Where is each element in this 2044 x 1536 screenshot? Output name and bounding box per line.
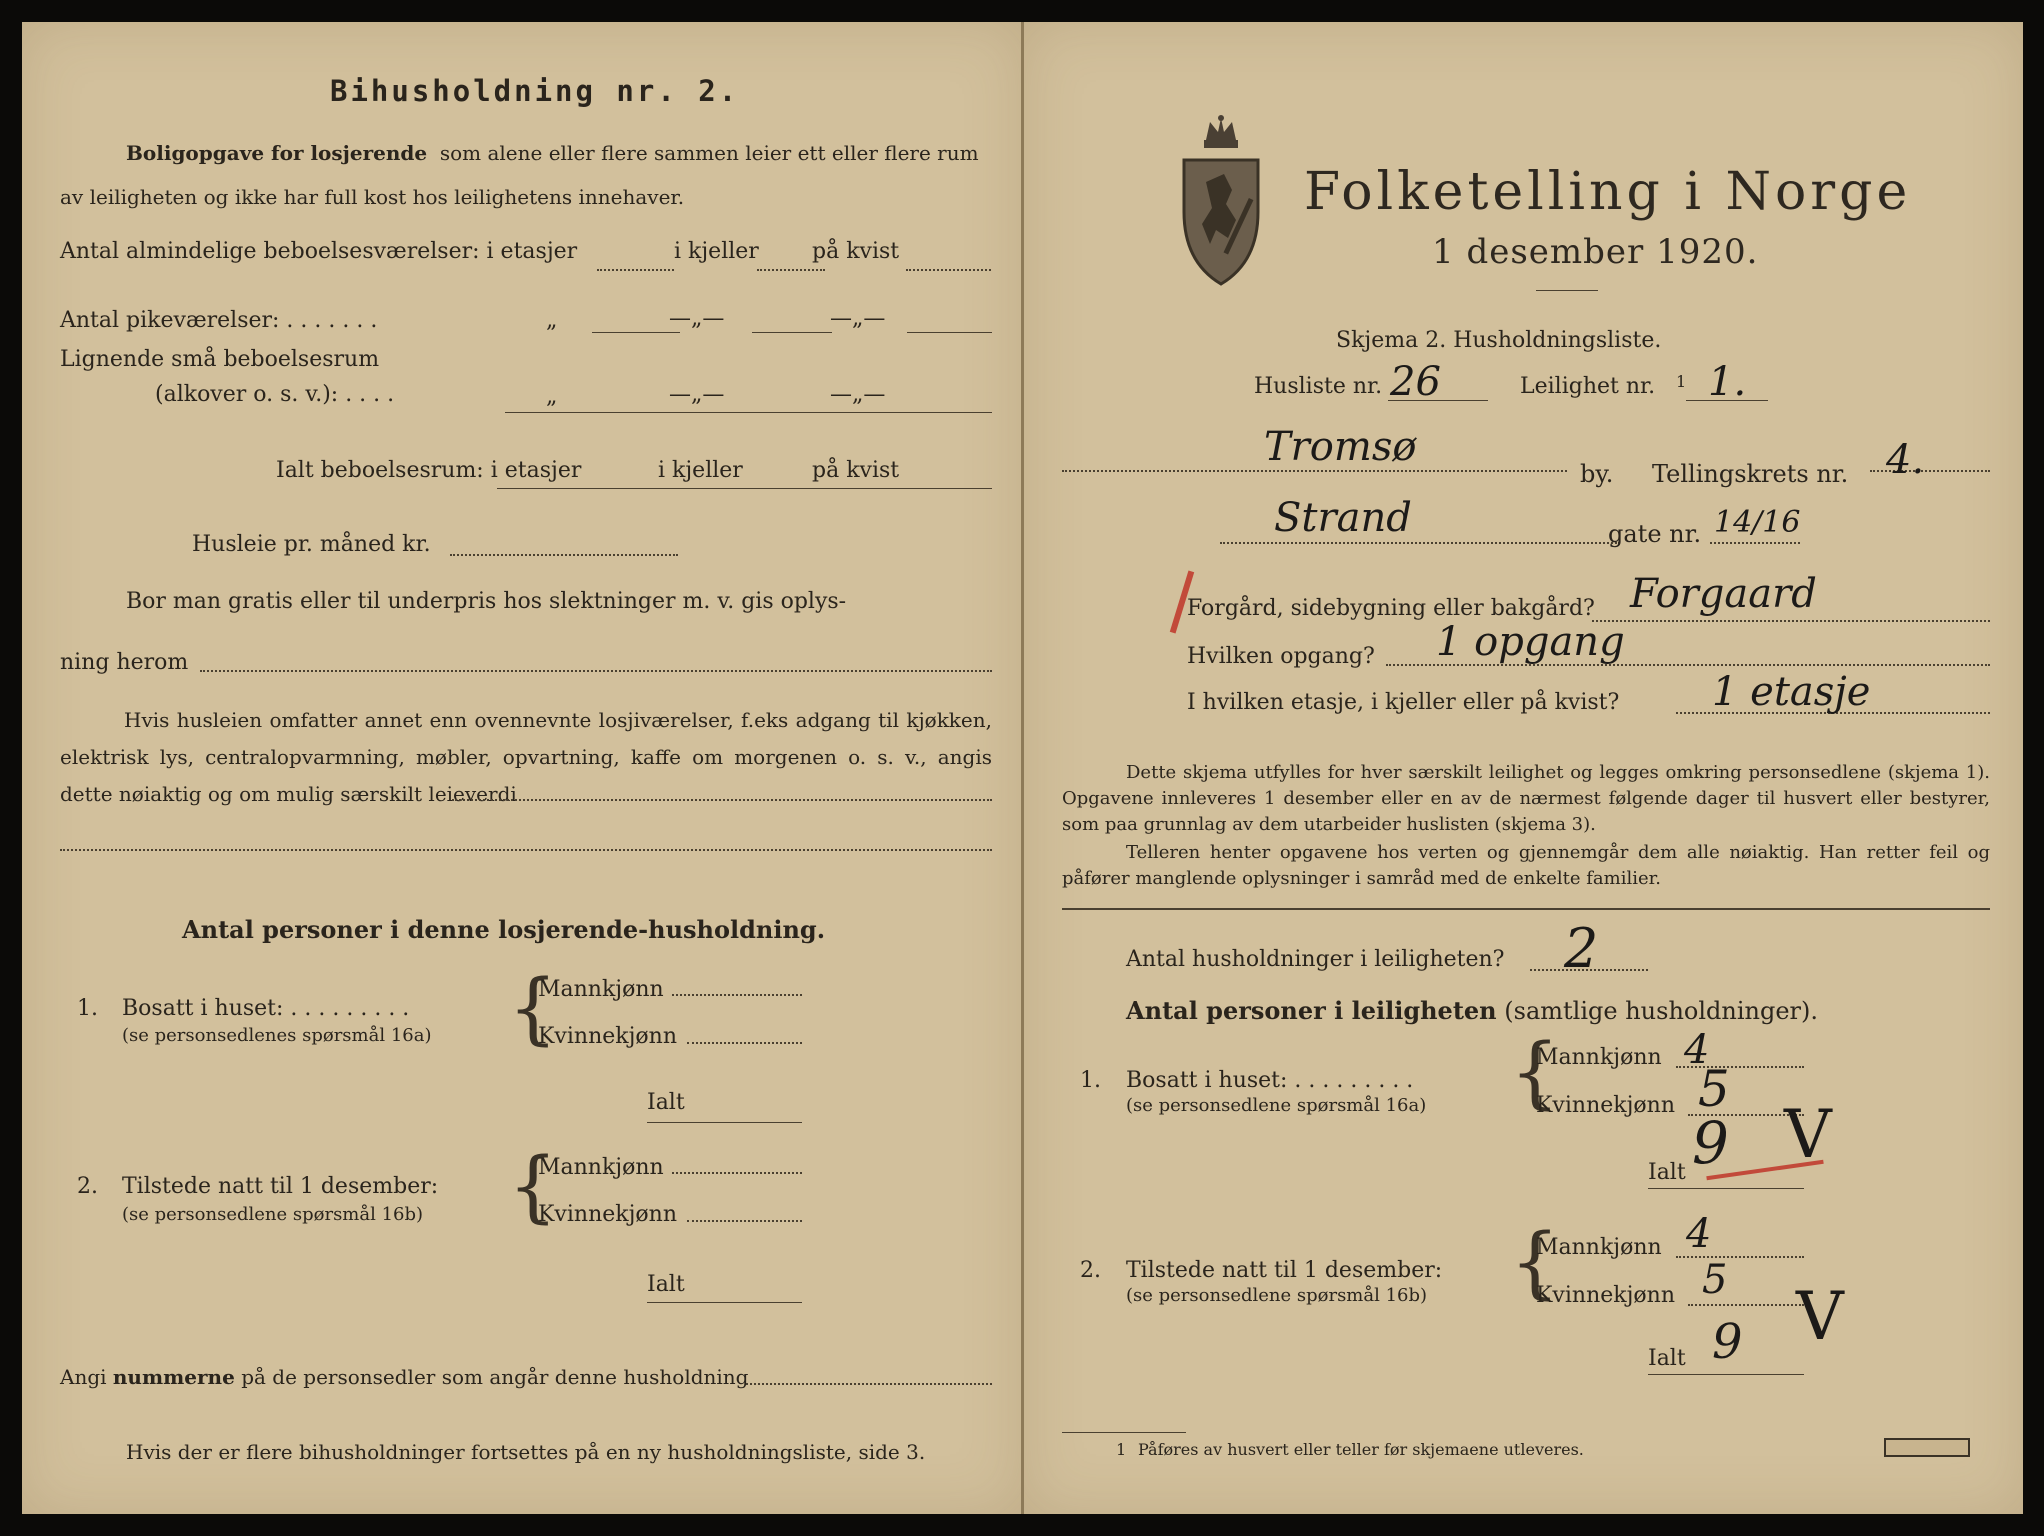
rent-label: Husleie pr. måned kr.: [192, 532, 431, 557]
alcoves-label: (alkover o. s. v.): . . . .: [155, 382, 395, 407]
krets-value: 4.: [1886, 437, 1925, 483]
left-footer: Hvis der er flere bihusholdninger fortsettes på en ny husholdningsliste, side 3.: [126, 1440, 926, 1464]
left-q2-female-label: Kvinnekjønn: [538, 1202, 677, 1227]
right-q1-male-label: Mannkjønn: [1536, 1045, 1662, 1070]
right-q2-check-mark: V: [1796, 1278, 1844, 1355]
total-rooms-label: Ialt beboelsesrum: i etasjer: [276, 458, 582, 483]
persons-heading-rest: (samtlige husholdninger).: [1504, 997, 1819, 1025]
gate-label: gate nr.: [1608, 520, 1702, 548]
left-q2-label: Tilstede natt til 1 desember:: [122, 1174, 439, 1199]
right-q2-total-label: Ialt: [1648, 1346, 1686, 1371]
left-q1-label: Bosatt i huset: . . . . . . . . .: [122, 996, 410, 1021]
intro-line-1: [126, 141, 979, 165]
etasje-label: I hvilken etasje, i kjeller eller på kvist?: [1187, 690, 1620, 715]
right-q2-brace: {: [1510, 1218, 1560, 1308]
rooms-basement-label: i kjeller: [674, 239, 759, 264]
right-q1-male-value: 4: [1684, 1027, 1710, 1073]
rent-details: Hvis husleien omfatter annet enn ovennevnte losjiværelser, f.eks adgang til kjøkken, elektrisk lys, centralopvarmning, møbler, opvartning, kaffe om morgenen o. s. v., angis dette nøiaktig og om mulig særskilt leieverdi: [60, 708, 992, 806]
free-text-line-2: ning herom: [60, 650, 189, 675]
instructions-paragraph-2: Telleren henter opgavene hos verten og gjennemgår dem alle nøiaktig. Han retter feil og påfører manglende oplysninger i samråd med de enkelte familier.: [1062, 842, 1990, 889]
right-q2-female-label: Kvinnekjønn: [1536, 1283, 1675, 1308]
printer-stamp: [1884, 1438, 1970, 1457]
forgard-value: Forgaard: [1630, 571, 1817, 617]
left-q2-male-label: Mannkjønn: [538, 1155, 664, 1180]
right-q1-female-label: Kvinnekjønn: [1536, 1093, 1675, 1118]
left-q1-number: 1.: [77, 996, 98, 1021]
left-q2-total-label: Ialt: [647, 1272, 685, 1297]
intro-line-2: av leiligheten og ikke har full kost hos leilighetens innehaver.: [60, 185, 685, 209]
free-text-line-1: Bor man gratis eller til underpris hos slektninger m. v. gis oplys-: [126, 589, 847, 614]
households-value: 2: [1564, 917, 1599, 980]
street-value: Strand: [1274, 495, 1412, 541]
leilighet-label: Leilighet nr.: [1520, 374, 1656, 399]
right-q1-number: 1.: [1080, 1068, 1101, 1093]
coat-of-arms-emblem: [1176, 112, 1266, 292]
left-persons-heading: Antal personer i denne losjerende-husholdning.: [182, 915, 826, 944]
households-label: Antal husholdninger i leiligheten?: [1126, 947, 1505, 972]
maid-rooms-ditto-2: —„—: [669, 306, 725, 331]
etasje-value: 1 etasje: [1712, 669, 1871, 715]
alcoves-ditto-2: —„—: [669, 382, 725, 407]
schema-label: Skjema 2. Husholdningsliste.: [1336, 328, 1662, 353]
right-q2-number: 2.: [1080, 1258, 1101, 1283]
city-value: Tromsø: [1264, 424, 1417, 470]
total-rooms-attic: på kvist: [812, 458, 900, 483]
maid-rooms-ditto-3: —„—: [830, 306, 886, 331]
right-q1-label: Bosatt i huset: . . . . . . . . .: [1126, 1068, 1414, 1093]
similar-rooms-label: Lignende små beboelsesrum: [60, 347, 380, 372]
maid-rooms-label: Antal pikeværelser: . . . . . . .: [60, 308, 378, 333]
left-q1-total-label: Ialt: [647, 1090, 685, 1115]
intro-rest: som alene eller flere sammen leier ett eller flere rum: [439, 141, 979, 165]
left-page: [22, 22, 1022, 1514]
right-q1-total-label: Ialt: [1648, 1160, 1686, 1185]
leilighet-value: 1.: [1708, 359, 1747, 405]
right-q2-total-value: 9: [1712, 1314, 1743, 1370]
total-rooms-basement: i kjeller: [658, 458, 743, 483]
rooms-label: Antal almindelige beboelsesværelser: i etasjer: [60, 239, 578, 264]
rooms-attic-label: på kvist: [812, 239, 900, 264]
intro-bold: Boligopgave for losjerende: [126, 141, 428, 165]
husliste-label: Husliste nr.: [1254, 374, 1383, 399]
right-q2-female-value: 5: [1702, 1257, 1728, 1303]
persons-heading-bold: Antal personer i leiligheten: [1126, 996, 1497, 1025]
maid-rooms-ditto: „: [546, 308, 558, 333]
right-title: Folketelling i Norge: [1304, 162, 1912, 222]
right-q2-sub: (se personsedlene spørsmål 16b): [1126, 1285, 1428, 1306]
left-q1-female-label: Kvinnekjønn: [538, 1024, 677, 1049]
persons-heading: [1126, 996, 1818, 1025]
angi-bold: nummerne: [112, 1365, 235, 1389]
left-q1-brace: {: [508, 964, 558, 1054]
right-q2-male-label: Mannkjønn: [1536, 1235, 1662, 1260]
left-q2-sub: (se personsedlene spørsmål 16b): [122, 1204, 424, 1225]
right-q2-male-value: 4: [1686, 1211, 1712, 1257]
right-q1-female-value: 5: [1698, 1060, 1730, 1118]
forgard-label: Forgård, sidebygning eller bakgård?: [1187, 596, 1595, 621]
left-title: Bihusholdning nr. 2.: [330, 74, 740, 108]
husliste-value: 26: [1390, 359, 1441, 405]
right-q1-brace: {: [1510, 1028, 1560, 1118]
left-q1-sub: (se personsedlenes spørsmål 16a): [122, 1025, 432, 1046]
right-q1-check-mark: V: [1784, 1096, 1832, 1173]
gate-value: 14/16: [1714, 505, 1801, 540]
left-q1-male-label: Mannkjønn: [538, 977, 664, 1002]
opgang-value: 1 opgang: [1436, 619, 1625, 665]
opgang-label: Hvilken opgang?: [1187, 644, 1375, 669]
right-q2-label: Tilstede natt til 1 desember:: [1126, 1258, 1443, 1283]
alcoves-ditto-3: —„—: [830, 382, 886, 407]
leilighet-footnote-mark: 1: [1676, 372, 1687, 391]
right-date: 1 desember 1920.: [1432, 232, 1759, 272]
right-q1-sub: (se personsedlene spørsmål 16a): [1126, 1095, 1427, 1116]
left-q2-brace: {: [508, 1142, 558, 1232]
by-label: by.: [1580, 460, 1614, 488]
krets-label: Tellingskrets nr.: [1652, 460, 1849, 488]
angi-text: Angi nummerne på de personsedler som angår denne husholdning: [60, 1365, 749, 1389]
left-q2-number: 2.: [77, 1174, 98, 1199]
footnote-text: Påføres av husvert eller teller før skjemaene utleveres.: [1138, 1440, 1584, 1459]
right-page: [1024, 22, 2023, 1514]
alcoves-ditto: „: [546, 384, 558, 409]
instructions-paragraph-1: Dette skjema utfylles for hver særskilt leilighet og legges omkring personsedlene (skjema 1). Opgavene innleveres 1 desember eller en av de nærmest følgende dager til husvert eller bestyrer, som paa grunnlag av dem utarbeider huslisten (skjema 3).: [1062, 762, 1990, 835]
footnote-mark: 1: [1116, 1440, 1127, 1459]
right-q1-total-value: 9: [1692, 1109, 1729, 1177]
